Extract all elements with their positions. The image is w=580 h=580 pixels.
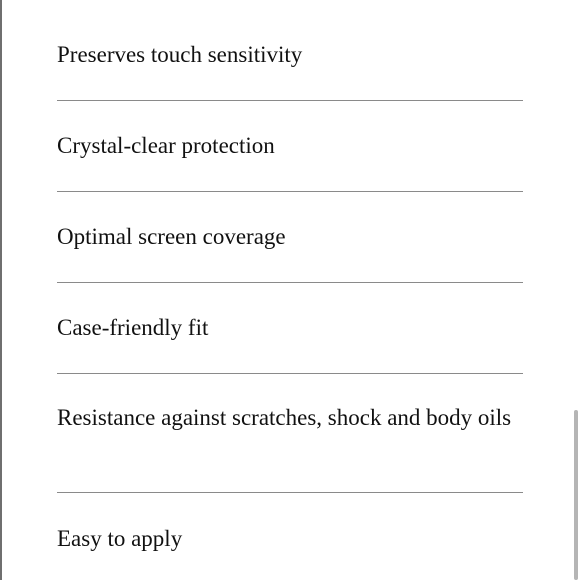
feature-divider — [57, 100, 523, 101]
feature-item-touch-sensitivity: Preserves touch sensitivity — [57, 42, 303, 67]
feature-item-clear-protection: Crystal-clear protection — [57, 133, 275, 158]
feature-divider — [57, 282, 523, 283]
feature-item-screen-coverage: Optimal screen coverage — [57, 224, 286, 249]
feature-item-case-friendly: Case-friendly fit — [57, 315, 209, 340]
feature-divider — [57, 373, 523, 374]
feature-divider — [57, 191, 523, 192]
feature-divider — [57, 492, 523, 493]
feature-item-easy-apply: Easy to apply — [57, 526, 183, 551]
left-border — [0, 0, 2, 580]
scrollbar-thumb[interactable] — [574, 410, 578, 580]
vertical-scrollbar[interactable] — [572, 0, 580, 580]
feature-item-resistance: Resistance against scratches, shock and body oils — [57, 405, 512, 430]
